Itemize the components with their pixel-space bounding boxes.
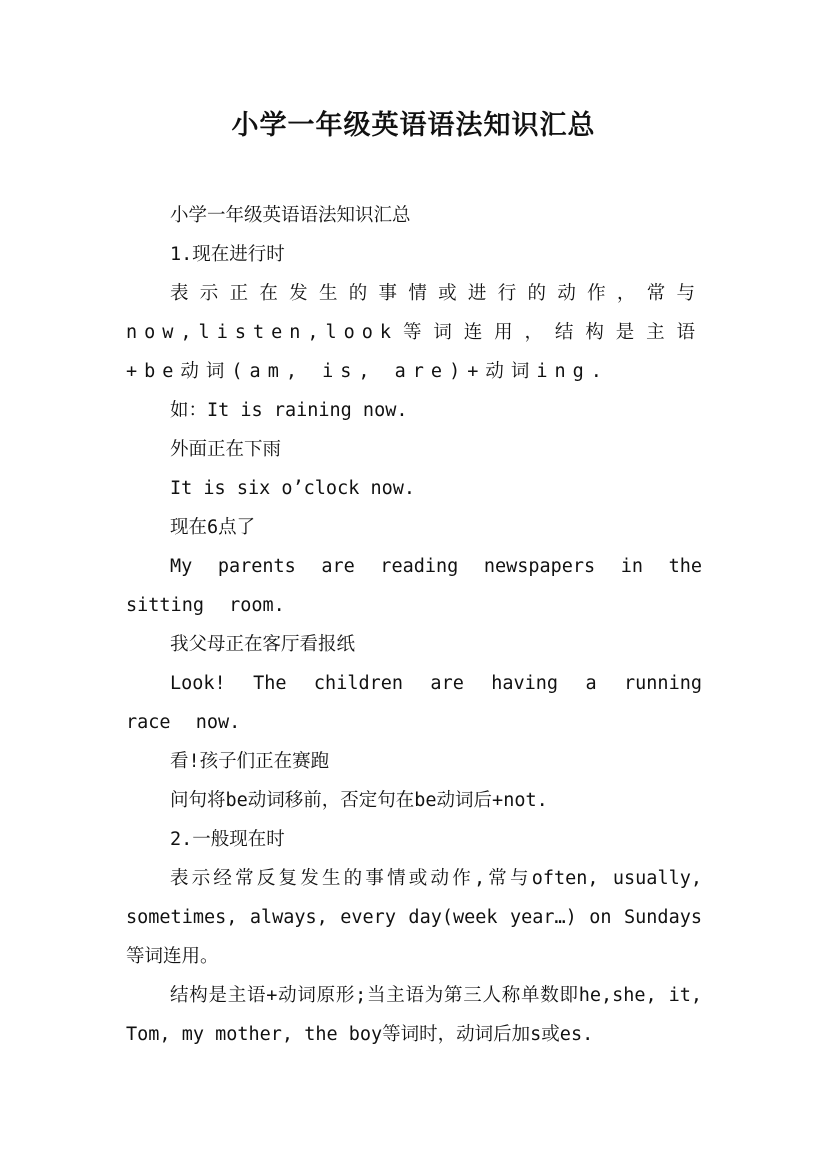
grammar-rule: 问句将be动词移前，否定句在be动词后+not. [170,790,548,811]
example-translation: 外面正在下雨 [170,439,282,460]
paragraph-simple-present-definition: 表示经常反复发生的事情或动作,常与often, usually, sometimes, always, every day(week year…) on Sundays等词连用。 [126,868,702,967]
example-sentence: Look! The children are having a running race now. [126,673,702,733]
example-translation: 我父母正在客厅看报纸 [170,634,356,655]
paragraph-present-continuous-definition: 表示正在发生的事情或进行的动作，常与now,listen,look等词连用，结构是主语+be动词(am, is, are)+动词ing. [126,283,702,382]
paragraph-simple-present-structure: 结构是主语+动词原形;当主语为第三人称单数即he,she, it, Tom, my mother, the boy等词时，动词后加s或es. [126,985,702,1045]
section-heading-simple-present: 2.一般现在时 [170,829,285,850]
example-translation: 现在6点了 [170,517,256,538]
section-heading-present-continuous: 1.现在进行时 [170,244,285,265]
document-title: 小学一年级英语语法知识汇总 [231,110,596,141]
document-body [126,196,702,1054]
paragraph-subtitle: 小学一年级英语语法知识汇总 [170,205,411,226]
example-translation: 看!孩子们正在赛跑 [170,751,330,772]
example-sentence: 如：It is raining now. [170,400,408,421]
example-sentence: It is six o’clock now. [170,478,416,499]
example-sentence: My parents are reading newspapers in the sitting room. [126,556,702,616]
